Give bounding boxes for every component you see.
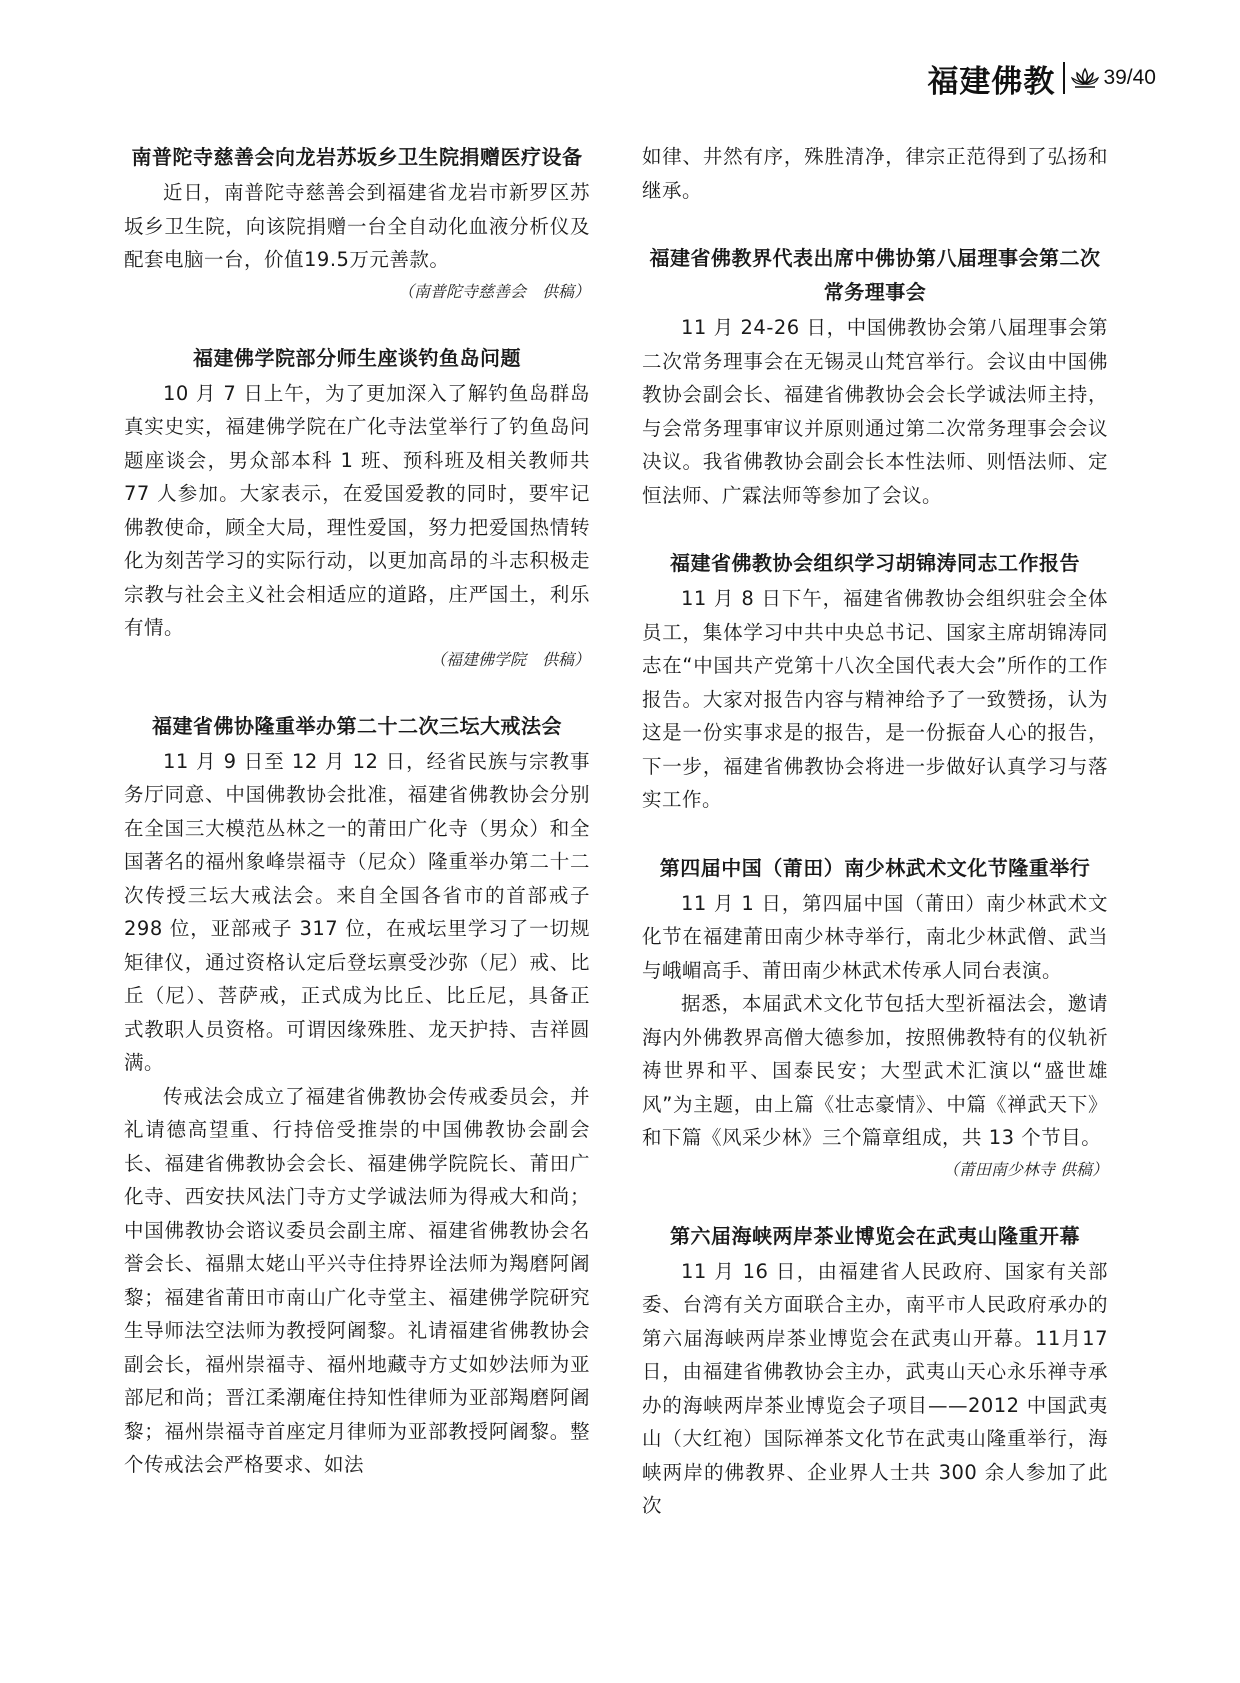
article-paragraph: 11 月 24-26 日，中国佛教协会第八届理事会第二次常务理事会在无锡灵山梵宫举行。会议由中国佛教协会副会长、福建省佛教协会会长学诚法师主持，与会常务理事审议并原则通过第二次常务理事会会议决议。我省佛教协会副会长本性法师、则悟法师、定恒法师、广霖法师等参加了会议。 (642, 316, 1108, 507)
article-paragraph: 据悉，本届武术文化节包括大型祈福法会，邀请海内外佛教界高僧大德参加，按照佛教特有的仪轨祈祷世界和平、国泰民安；大型武术汇演以“盛世雄风”为主题，由上篇《壮志豪情》、中篇《禅武天下》和下篇《风采少林》三个篇章组成，共 13 个节目。 (642, 992, 1108, 1149)
article-title: 福建佛学院部分师生座谈钓鱼岛问题 (193, 345, 521, 370)
article-paragraph: 传戒法会成立了福建省佛教协会传戒委员会，并礼请德高望重、行持倍受推崇的中国佛教协会副会长、福建省佛教协会会长、福建佛学院院长、莆田广化寺、西安扶风法门寺方丈学诚法师为得戒大和尚；中国佛教协会谘议委员会副主席、福建省佛教协会名誉会长、福鼎太姥山平兴寺住持界诠法师为羯磨阿阇黎；福建省莆田市南山广化寺堂主、福建佛学院研究生导师法空法师为教授阿阇黎。礼请福建省佛教协会副会长，福州崇福寺、福州地藏寺方丈如妙法师为亚部尼和尚；晋江柔潮庵住持知性律师为亚部羯磨阿阇黎；福州崇福寺首座定月律师为亚部教授阿阇黎。整个传戒法会严格要求、如法 (124, 1084, 590, 1476)
article-tea-expo (642, 1219, 1108, 1523)
article-paragraph: 11 月 1 日，第四届中国（莆田）南少林武术文化节在福建莆田南少林寺举行，南北少林武僧、武当与峨嵋高手、莆田南少林武术传承人同台表演。 (642, 891, 1108, 982)
article-paragraph: 11 月 9 日至 12 月 12 日，经省民族与宗教事务厅同意、中国佛教协会批准，福建省佛教协会分别在全国三大模范丛林之一的莆田广化寺（男众）和全国著名的福州象峰崇福寺（尼众）隆重举办第二十二次传授三坛大戒法会。来自全国各省市的首部戒子 298 位，亚部戒子 317 位，在戒坛里学习了一切规矩律仪，通过资格认定后登坛禀受沙弥（尼）戒、比丘（尼）、菩萨戒，正式成为比丘、比丘尼，具备正式教职人员资格。可谓因缘殊胜、龙天护持、吉祥圆满。 (124, 749, 590, 1074)
article-paragraph: 10 月 7 日上午，为了更加深入了解钓鱼岛群岛真实史实，福建佛学院在广化寺法堂举行了钓鱼岛问题座谈会，男众部本科 1 班、预科班及相关教师共 77 人参加。大家表示，在爱国爱教的同时，要牢记佛教使命，顾全大局，理性爱国，努力把爱国热情转化为刻苦学习的实际行动，以更加高昂的斗志积极走宗教与社会主义社会相适应的道路，庄严国土，利乐有情。 (124, 381, 590, 639)
article-continuation (642, 140, 1108, 207)
left-column (124, 140, 590, 1516)
page-number: 39/40 (1103, 66, 1156, 89)
article-title: 福建省佛教界代表出席中佛协第八届理事会第二次常务理事会 (649, 246, 1101, 304)
article-paragraph: 近日，南普陀寺慈善会到福建省龙岩市新罗区苏坂乡卫生院，向该院捐赠一台全自动化血液分析仪及配套电脑一台，价值19.5万元善款。 (124, 181, 590, 271)
article-paragraph: 11 月 16 日，由福建省人民政府、国家有关部委、台湾有关方面联合主办，南平市人民政府承办的第六届海峡两岸茶业博览会在武夷山开幕。11月17日，由福建省佛教协会主办，武夷山天心永乐禅寺承办的海峡两岸茶业博览会子项目——2012 中国武夷山（大红袍）国际禅茶文化节在武夷山隆重举行，海峡两岸的佛教界、企业界人士共 300 余人参加了此次 (642, 1259, 1108, 1517)
article-source: （莆田南少林寺 供稿） (942, 1159, 1108, 1179)
article-council-meeting (642, 241, 1108, 512)
article-title: 南普陀寺慈善会向龙岩苏坂乡卫生院捐赠医疗设备 (131, 145, 583, 169)
article-source: （南普陀寺慈善会 供稿） (397, 281, 590, 301)
article-source: （福建佛学院 供稿） (429, 649, 590, 669)
article-diaoyu-seminar (124, 341, 590, 675)
article-title: 福建省佛协隆重举办第二十二次三坛大戒法会 (152, 713, 562, 738)
article-title: 第六届海峡两岸茶业博览会在武夷山隆重开幕 (670, 1223, 1080, 1248)
article-paragraph: 11 月 8 日下午，福建省佛教协会组织驻会全体员工，集体学习中共中央总书记、国家主席胡锦涛同志在“中国共产党第十八次全国代表大会”所作的工作报告。大家对报告内容与精神给予了一致赞扬，认为这是一份实事求是的报告，是一份振奋人心的报告，下一步，福建省佛教协会将进一步做好认真学习与落实工作。 (642, 587, 1108, 811)
article-title: 第四届中国（莆田）南少林武术文化节隆重举行 (659, 855, 1091, 880)
header-divider (1063, 62, 1065, 94)
article-martial-arts-festival (642, 851, 1108, 1185)
article-report-study (642, 546, 1108, 817)
continuation-text: 如律、井然有序，殊胜清净，律宗正范得到了弘扬和继承。 (642, 145, 1108, 202)
masthead-title: 福建佛教 (927, 63, 1056, 100)
article-donation (124, 140, 590, 307)
right-column (642, 140, 1108, 1557)
article-title: 福建省佛教协会组织学习胡锦涛同志工作报告 (670, 551, 1080, 575)
lotus-emblem-icon (1071, 67, 1099, 89)
page-header (927, 58, 1156, 98)
article-precepts-ceremony (124, 709, 590, 1482)
